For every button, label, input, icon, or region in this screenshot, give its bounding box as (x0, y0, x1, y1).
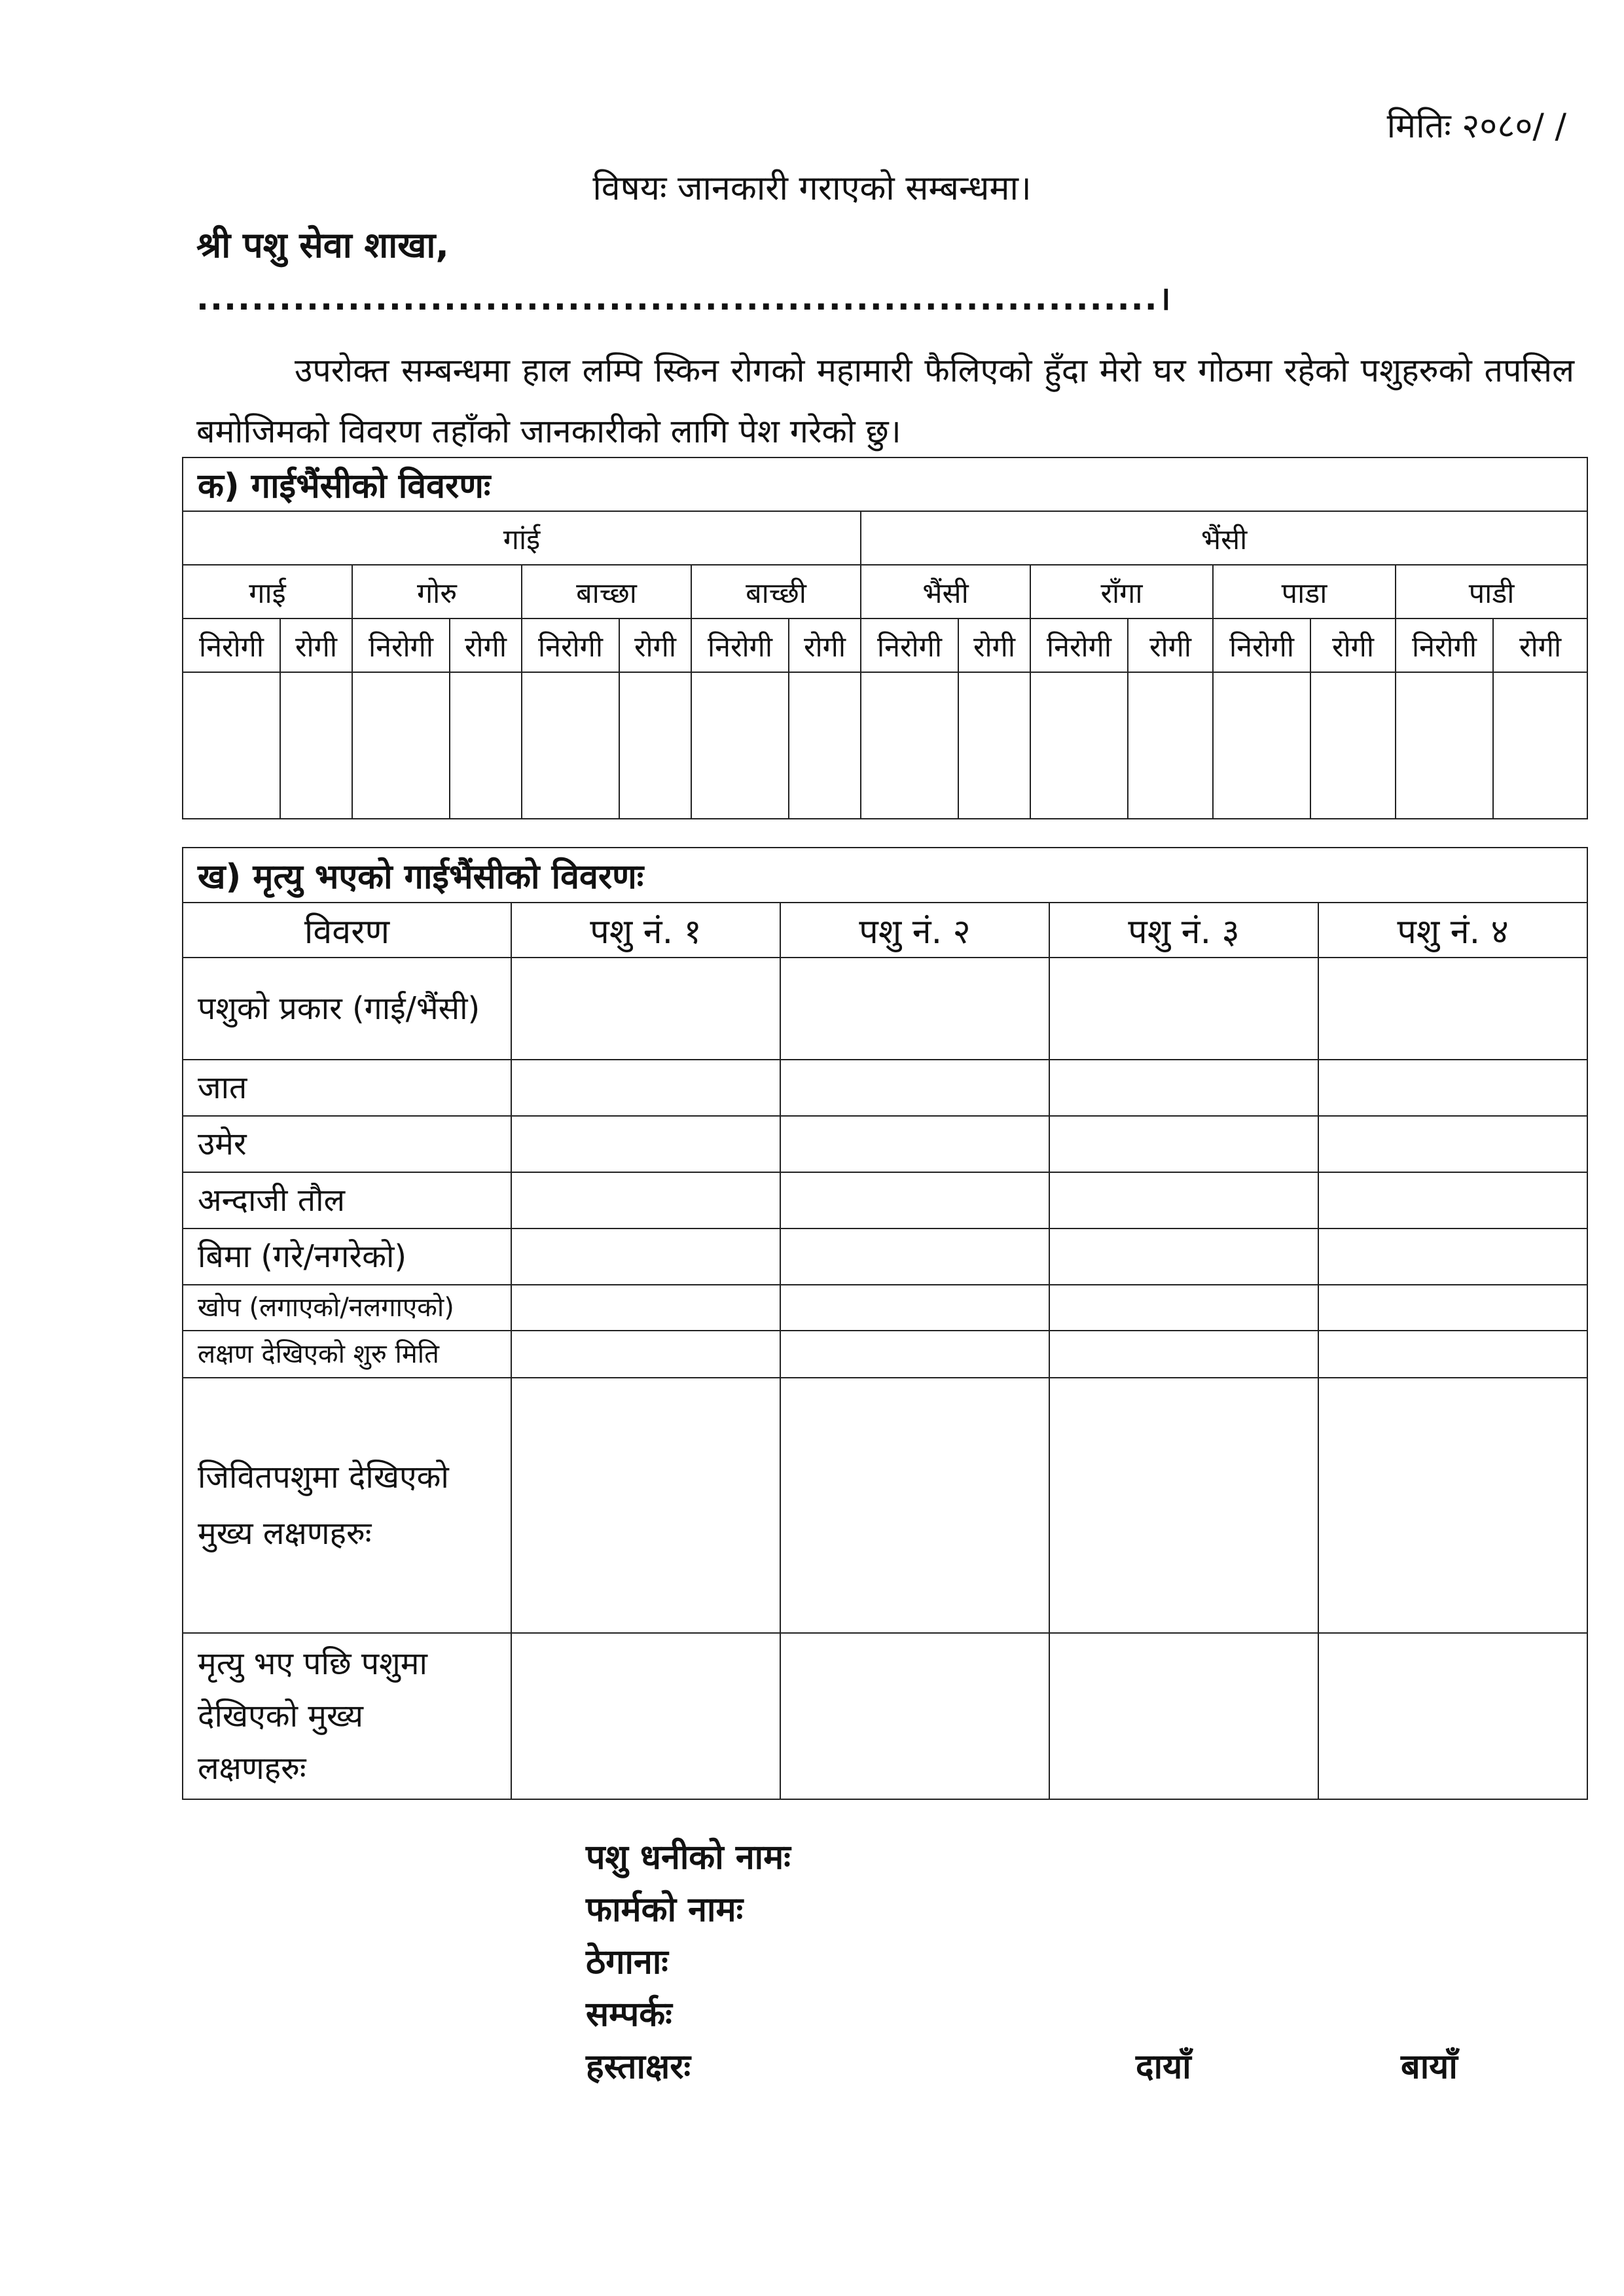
table-a-title: क) गाईभैंसीको विवरणः (183, 457, 1587, 511)
entry-cell[interactable] (958, 672, 1030, 819)
entry-cell[interactable] (1049, 1633, 1318, 1799)
entry-cell[interactable] (511, 1172, 780, 1229)
entry-cell[interactable] (1049, 1060, 1318, 1116)
entry-cell[interactable] (1030, 672, 1128, 819)
status-cell: निरोगी (183, 619, 280, 672)
entry-cell[interactable] (780, 1285, 1049, 1331)
entry-cell[interactable] (1128, 672, 1213, 819)
status-cell: निरोगी (352, 619, 450, 672)
column-header: पशु नं. ४ (1318, 903, 1587, 958)
status-cell: रोगी (1493, 619, 1587, 672)
entry-cell[interactable] (1310, 672, 1396, 819)
entry-cell[interactable] (691, 672, 789, 819)
status-cell: निरोगी (1213, 619, 1310, 672)
entry-cell[interactable] (511, 1285, 780, 1331)
entry-cell[interactable] (1049, 1378, 1318, 1633)
entry-cell[interactable] (780, 1229, 1049, 1285)
entry-cell[interactable] (1318, 1229, 1587, 1285)
entry-cell[interactable] (1318, 1331, 1587, 1378)
entry-cell[interactable] (780, 1172, 1049, 1229)
subgroup-cell: पाडी (1396, 565, 1587, 619)
status-cell: रोगी (280, 619, 352, 672)
entry-cell[interactable] (789, 672, 861, 819)
entry-cell[interactable] (1213, 672, 1310, 819)
row-label: बिमा (गरे/नगरेको) (183, 1229, 511, 1285)
row-label: जात (183, 1060, 511, 1116)
entry-cell[interactable] (1318, 1060, 1587, 1116)
entry-cell[interactable] (511, 1378, 780, 1633)
entry-cell[interactable] (1049, 1229, 1318, 1285)
entry-cell[interactable] (780, 1331, 1049, 1378)
entry-cell[interactable] (780, 1060, 1049, 1116)
row-label: खोप (लगाएको/नलगाएको) (183, 1285, 511, 1331)
entry-cell[interactable] (780, 1633, 1049, 1799)
entry-cell[interactable] (780, 958, 1049, 1060)
entry-cell[interactable] (1318, 958, 1587, 1060)
addressee: श्री पशु सेवा शाखा, (196, 224, 449, 266)
subgroup-cell: पाडा (1213, 565, 1396, 619)
entry-cell[interactable] (1318, 1378, 1587, 1633)
status-cell: निरोगी (1030, 619, 1128, 672)
date-label: मितिः २०८०/ / (1386, 107, 1566, 146)
entry-cell[interactable] (1049, 1285, 1318, 1331)
entry-cell[interactable] (511, 1633, 780, 1799)
entry-cell[interactable] (1049, 1331, 1318, 1378)
row-label: मृत्यु भए पछि पशुमा देखिएको मुख्य लक्षणहरुः (183, 1633, 511, 1799)
status-cell: रोगी (958, 619, 1030, 672)
entry-cell[interactable] (1493, 672, 1587, 819)
group-cow: गांई (183, 511, 861, 565)
row-label: पशुको प्रकार (गाई/भैंसी) (183, 958, 511, 1060)
status-cell: निरोगी (691, 619, 789, 672)
subgroup-cell: राँगा (1030, 565, 1213, 619)
body-paragraph: उपरोक्त सम्बन्धमा हाल लम्पि स्किन रोगको महामारी फैलिएको हुँदा मेरो घर गोठमा रहेको पशुहरुको तपसिल बमोजिमको विवरण तहाँको जानकारीको लागि पेश गरेको छु। (196, 351, 1574, 450)
entry-cell[interactable] (1318, 1116, 1587, 1172)
status-cell: रोगी (1310, 619, 1396, 672)
status-cell: रोगी (619, 619, 691, 672)
entry-cell[interactable] (1318, 1633, 1587, 1799)
entry-cell[interactable] (861, 672, 958, 819)
entry-cell[interactable] (780, 1116, 1049, 1172)
entry-cell[interactable] (511, 1116, 780, 1172)
entry-cell[interactable] (1318, 1285, 1587, 1331)
signature-label: हस्ताक्षरः (586, 2047, 691, 2087)
entry-cell[interactable] (280, 672, 352, 819)
address-label: ठेगानाः (586, 1943, 668, 1982)
entry-cell[interactable] (352, 672, 450, 819)
entry-cell[interactable] (1396, 672, 1493, 819)
farm-name-label: फार्मको नामः (586, 1890, 744, 1929)
row-label: लक्षण देखिएको शुरु मिति (183, 1331, 511, 1378)
entry-cell[interactable] (1049, 1172, 1318, 1229)
subgroup-cell: बाच्छी (691, 565, 861, 619)
entry-cell[interactable] (183, 672, 280, 819)
entry-cell[interactable] (511, 1060, 780, 1116)
entry-cell[interactable] (1049, 1116, 1318, 1172)
status-cell: निरोगी (861, 619, 958, 672)
contact-label: सम्पर्कः (586, 1995, 672, 2034)
entry-cell[interactable] (1318, 1172, 1587, 1229)
entry-cell[interactable] (1049, 958, 1318, 1060)
right-thumb-label: दायाँ (1136, 2047, 1191, 2087)
column-header: विवरण (183, 903, 511, 958)
subgroup-cell: बाच्छा (522, 565, 691, 619)
entry-cell[interactable] (511, 1331, 780, 1378)
status-cell: निरोगी (522, 619, 619, 672)
subgroup-cell: गाई (183, 565, 352, 619)
group-buffalo: भैंसी (861, 511, 1587, 565)
livestock-table (182, 457, 1588, 819)
status-cell: निरोगी (1396, 619, 1493, 672)
table-b-title: ख) मृत्यु भएको गाईभैंसीको विवरणः (183, 848, 1587, 903)
entry-cell[interactable] (522, 672, 619, 819)
entry-cell[interactable] (511, 1229, 780, 1285)
deceased-animals-table (182, 847, 1588, 1800)
status-cell: रोगी (789, 619, 861, 672)
subgroup-cell: भैंसी (861, 565, 1030, 619)
entry-cell[interactable] (619, 672, 691, 819)
left-thumb-label: बायाँ (1401, 2047, 1458, 2087)
row-label: उमेर (183, 1116, 511, 1172)
entry-cell[interactable] (511, 958, 780, 1060)
owner-name-label: पशु धनीको नामः (586, 1838, 791, 1877)
subject-line: विषयः जानकारी गराएको सम्बन्धमा। (592, 169, 1032, 208)
subgroup-cell: गोरु (352, 565, 522, 619)
column-header: पशु नं. ३ (1049, 903, 1318, 958)
entry-cell[interactable] (450, 672, 522, 819)
entry-cell[interactable] (780, 1378, 1049, 1633)
status-cell: रोगी (1128, 619, 1213, 672)
row-label: जिवितपशुमा देखिएको मुख्य लक्षणहरुः (183, 1378, 511, 1633)
column-header: पशु नं. १ (511, 903, 780, 958)
address-line: ......................................................................। (196, 279, 1172, 317)
row-label: अन्दाजी तौल (183, 1172, 511, 1229)
column-header: पशु नं. २ (780, 903, 1049, 958)
status-cell: रोगी (450, 619, 522, 672)
